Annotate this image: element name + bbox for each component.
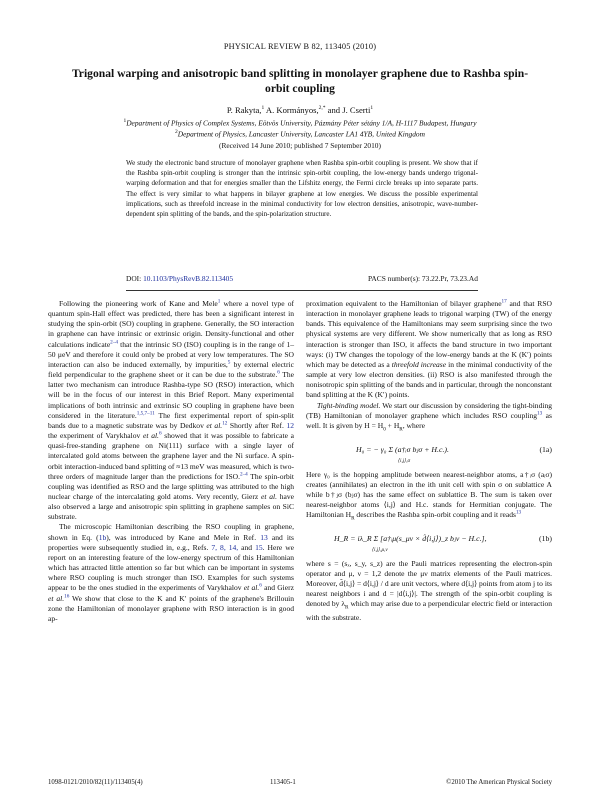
reference-link[interactable]: 15 [255, 542, 263, 552]
text: ), was introduced by Kane and Mele in Ref. [106, 532, 261, 542]
text: We start our discussion by considering the tight-binding (TB) Hamiltonian of monolayer graphene which includes RSO coupling [306, 400, 552, 420]
affiliation-mark: 1 [123, 118, 127, 124]
left-column [48, 299, 294, 624]
author-name: and J. Cserti [325, 105, 371, 115]
citation-link[interactable]: 13 [515, 509, 522, 516]
author-name: P. Rakyta, [226, 105, 262, 115]
right-column [306, 299, 552, 623]
section-heading: Tight-binding model. [317, 400, 381, 410]
equation-1b [306, 529, 552, 553]
text: and that RSO interaction in monolayer graphene leads to trigonal warping (TW) of the energy bands. This equivalence of the Hamiltonians may seem surprising since the two physical systems are very different. We show numerically that as long as RSO interaction is stronger than ISO, it affects the band structure in two important ways: (i) TW changes the topology of the low-energy bands at the K (K′) points which may be detected as a [306, 299, 552, 369]
citation-link[interactable]: 5 [227, 359, 231, 366]
text: R [399, 426, 403, 433]
equation-body: H_R = iλ_R Σ [a†ᵢμ(s_μν × d̂⟨i,j⟩)_z bⱼν − H.c.], [334, 533, 487, 543]
citation-link[interactable]: 1,5,7–11 [136, 410, 155, 417]
text: We show that close to the K and K′ points of the graphene's Brillouin zone the Hamiltonian of monolayer graphene with RSO interaction is in good ap- [48, 593, 295, 623]
equation-1a [306, 440, 552, 464]
text: , where [402, 420, 425, 430]
text: and its properties were subsequently studied in, e.g., Refs. [48, 532, 294, 552]
doi-pacs-line [126, 274, 478, 284]
reference-link[interactable]: 13 [260, 532, 268, 542]
affiliation-mark: 2 [175, 129, 178, 135]
doi-link[interactable]: 10.1103/PhysRevB.82.113405 [143, 274, 234, 283]
text: proximation equivalent to the Hamiltonian of bilayer graphene [306, 299, 502, 308]
citation-link[interactable]: 16 [64, 593, 70, 600]
pacs-numbers: PACS number(s): 73.22.Pr, 73.23.Ad [368, 274, 478, 283]
affiliation-1 [40, 117, 560, 127]
citation-link[interactable]: 17 [501, 298, 507, 305]
text: R [351, 515, 355, 522]
page-footer [48, 779, 552, 789]
text: et al. [261, 491, 277, 501]
author-affil-mark: 1 [370, 105, 374, 112]
text: the experiment of Varykhalov [48, 431, 144, 441]
copyright: ©2010 The American Physical Society [446, 779, 552, 786]
text: showed that it was possible to fabricate a quasi-free-standing graphene on Ni(111) surface with a single layer of intercalated gold atoms between the graphene layer and the Ni surface. A spin-orbit interaction-induced band splitting of ≈13 meV was measured, which is two-three orders of magnitude larger than the predictions for ISO. [48, 431, 295, 481]
citation-link[interactable]: 2–4 [110, 339, 118, 346]
affiliation-2 [40, 128, 560, 138]
text: and Gierz [261, 583, 294, 593]
text: in the minimal conductivity of the sample at very low electron densities. (ii) RSO is also manifested through the nonisotropic spin splitting of the bands and in particular, through the nonconstant band splitting at the K (K′) points. [306, 359, 552, 400]
equation-number: (1a) [539, 444, 552, 454]
paragraph [306, 401, 552, 435]
text: R [345, 604, 349, 611]
text: as well. It is given by H = H [306, 410, 552, 430]
equation-link[interactable]: 1b [98, 532, 107, 542]
citation-link[interactable]: 6 [277, 369, 280, 376]
text: The latter two mechanism can introduce Rashba-type SO (RSO) interaction, which will be in the focus of our interest in this Brief Report. Many experimental implications of both intrinsic and extrinsic SO coupling in graphene have been considered in the literature. [48, 370, 295, 420]
author-list [0, 105, 600, 115]
doi-label: DOI: [126, 274, 142, 283]
reference-link[interactable]: 12 [286, 420, 294, 430]
text: which may arise due to a perpendicular electric field or interaction with the substrate. [306, 599, 552, 623]
text: et al. [48, 593, 65, 603]
text: 0 [383, 426, 386, 433]
text: + H [385, 420, 400, 430]
citation-link[interactable]: 1 [217, 298, 221, 305]
text: threefold increase [391, 359, 447, 369]
affiliation-text: Department of Physics, Lancaster University, Lancaster LA1 4YB, United Kingdom [177, 129, 425, 139]
reference-link[interactable]: 7, 8, 14, [211, 542, 239, 552]
text: The microscopic Hamiltonian describing the RSO coupling in graphene, shown in Eq. ( [48, 522, 294, 542]
abstract: We study the electronic band structure of monolayer graphene when Rashba spin-orbit coupling is present. We show that if the Rashba spin-orbit coupling is stronger than the intrinsic spin-orbit coupling, the low-energy bands undergo trigonal-warping deformation and that for energies smaller than the Lifshitz energy, the Fermi circle breaks up into separate parts. The effect is very similar to what happens in bilayer graphene at low energies. We discuss the possible experimental implications, such as threefold increase in the minimal conductivity for low electron densities, anisotropic, wave-number-dependent spin splitting of the bands, and the spin-polarization structure. [126, 159, 478, 219]
received-dates: (Received 14 June 2010; published 7 September 2010) [219, 141, 381, 150]
text: Here γ₀ is the hopping amplitude between nearest-neighbor atoms, a†ᵢσ (aᵢσ) creates (annihilates) an electron in the ith unit cell with spin σ on sublattice A while b†ⱼσ (bⱼσ) has the same effect on sublattice B. The sum is taken over nearest-neighbor atoms ⟨i,j⟩ and H.c. stands for Hermitian conjugate. The Hamiltonian H [306, 469, 552, 520]
text: et al. [143, 431, 159, 441]
journal-header: PHYSICAL REVIEW B 82, 113405 (2010) [223, 42, 377, 51]
text: that the intrinsic SO (ISO) coupling is in the range of 1–50 μeV and therefore it could only be probed at very low temperatures. The SO interaction can also be induced externally, by impurities, [48, 339, 294, 369]
text: . Here we report on an interesting feature of the low-energy spectrum of this Hamiltonian which has attracted little attention so far but which can be important in systems where RSO coupling is much stronger than ISO. Examples for such systems appear to be the ones studied in the experiments of Varykhalov [48, 542, 295, 593]
equation-sum-index: ⟨i,j⟩,σ [398, 457, 411, 464]
text: have also observed a large and anisotropic spin splitting in graphene samples on SiC substrate. [48, 491, 295, 522]
paragraph [306, 559, 552, 623]
text: where a novel type of quantum spin-Hall effect was predicted, there has been a significant interest in studying the spin-orbit (SO) coupling in graphene. Generally, the SO interaction in graphene can have intrinsic or extrinsic origin. Density-functional and other calculations indicate [48, 299, 294, 349]
equation-number: (1b) [539, 533, 552, 543]
text: describes the Rashba spin-orbit coupling and it reads [354, 510, 516, 520]
paper-title: Trigonal warping and anisotropic band splitting in monolayer graphene due to Rashba spin-orbit coupling [71, 67, 529, 95]
page-number: 113405-1 [270, 779, 296, 786]
text: The spin-orbit coupling was identified as RSO and the large splitting was attributed to the high nuclear charge of the intercalating gold atoms. Very recently, Gierz [48, 471, 295, 501]
text: et al. [243, 583, 260, 593]
abstract-divider [126, 290, 478, 291]
citation-link[interactable]: 6 [158, 430, 162, 437]
text: The first experimental report of spin-split bands due to a magnetic substrate was by Dedkov [48, 410, 294, 430]
citation-link[interactable]: 6 [259, 582, 262, 589]
paragraph [48, 299, 294, 522]
text: et al. [206, 420, 223, 430]
text: where s = (sₓ, s_y, s_z) are the Pauli matrices representing the electron-spin operator and μ, ν = 1,2 denote the μν matrix elements of the Pauli matrices. Moreover, d̂⟨i,j⟩ = d⟨i,j⟩ / d are unit vectors, where d⟨i,j⟩ points from atom j to its nearest neighbors i and d = |d⟨i,j⟩|. The strength of the spin-orbit coupling is denoted by λ [306, 558, 552, 609]
text: Following the pioneering work of Kane and Mele [59, 299, 218, 308]
text: Shortly after Ref. [227, 420, 287, 430]
affiliation-text: Department of Physics of Complex Systems, Eötvös University, Pázmány Péter sétány 1/A, H-1117 Budapest, Hungary [126, 118, 477, 128]
equation-body: H₀ = − γ₀ Σ (a†ᵢσ bⱼσ + H.c.). [356, 444, 449, 454]
footer-code: 1098-0121/2010/82(11)/113405(4) [48, 779, 143, 786]
paragraph [306, 299, 552, 401]
citation-link[interactable]: 13 [537, 410, 543, 417]
citation-link[interactable]: 2–4 [239, 471, 248, 478]
author-affil-mark: 1 [261, 105, 265, 112]
paragraph [48, 522, 294, 624]
doi [126, 274, 233, 283]
author-name: A. Kormányos, [264, 105, 319, 115]
equation-sum-index: ⟨i,j⟩,μ,ν [372, 546, 388, 553]
citation-link[interactable]: 12 [222, 420, 228, 427]
paragraph [306, 470, 552, 524]
author-affil-mark: 2,* [318, 105, 326, 112]
text: by external electric field perpendicular to the graphene sheet or it can be due to the substrate. [48, 359, 294, 380]
text: and [238, 542, 256, 552]
